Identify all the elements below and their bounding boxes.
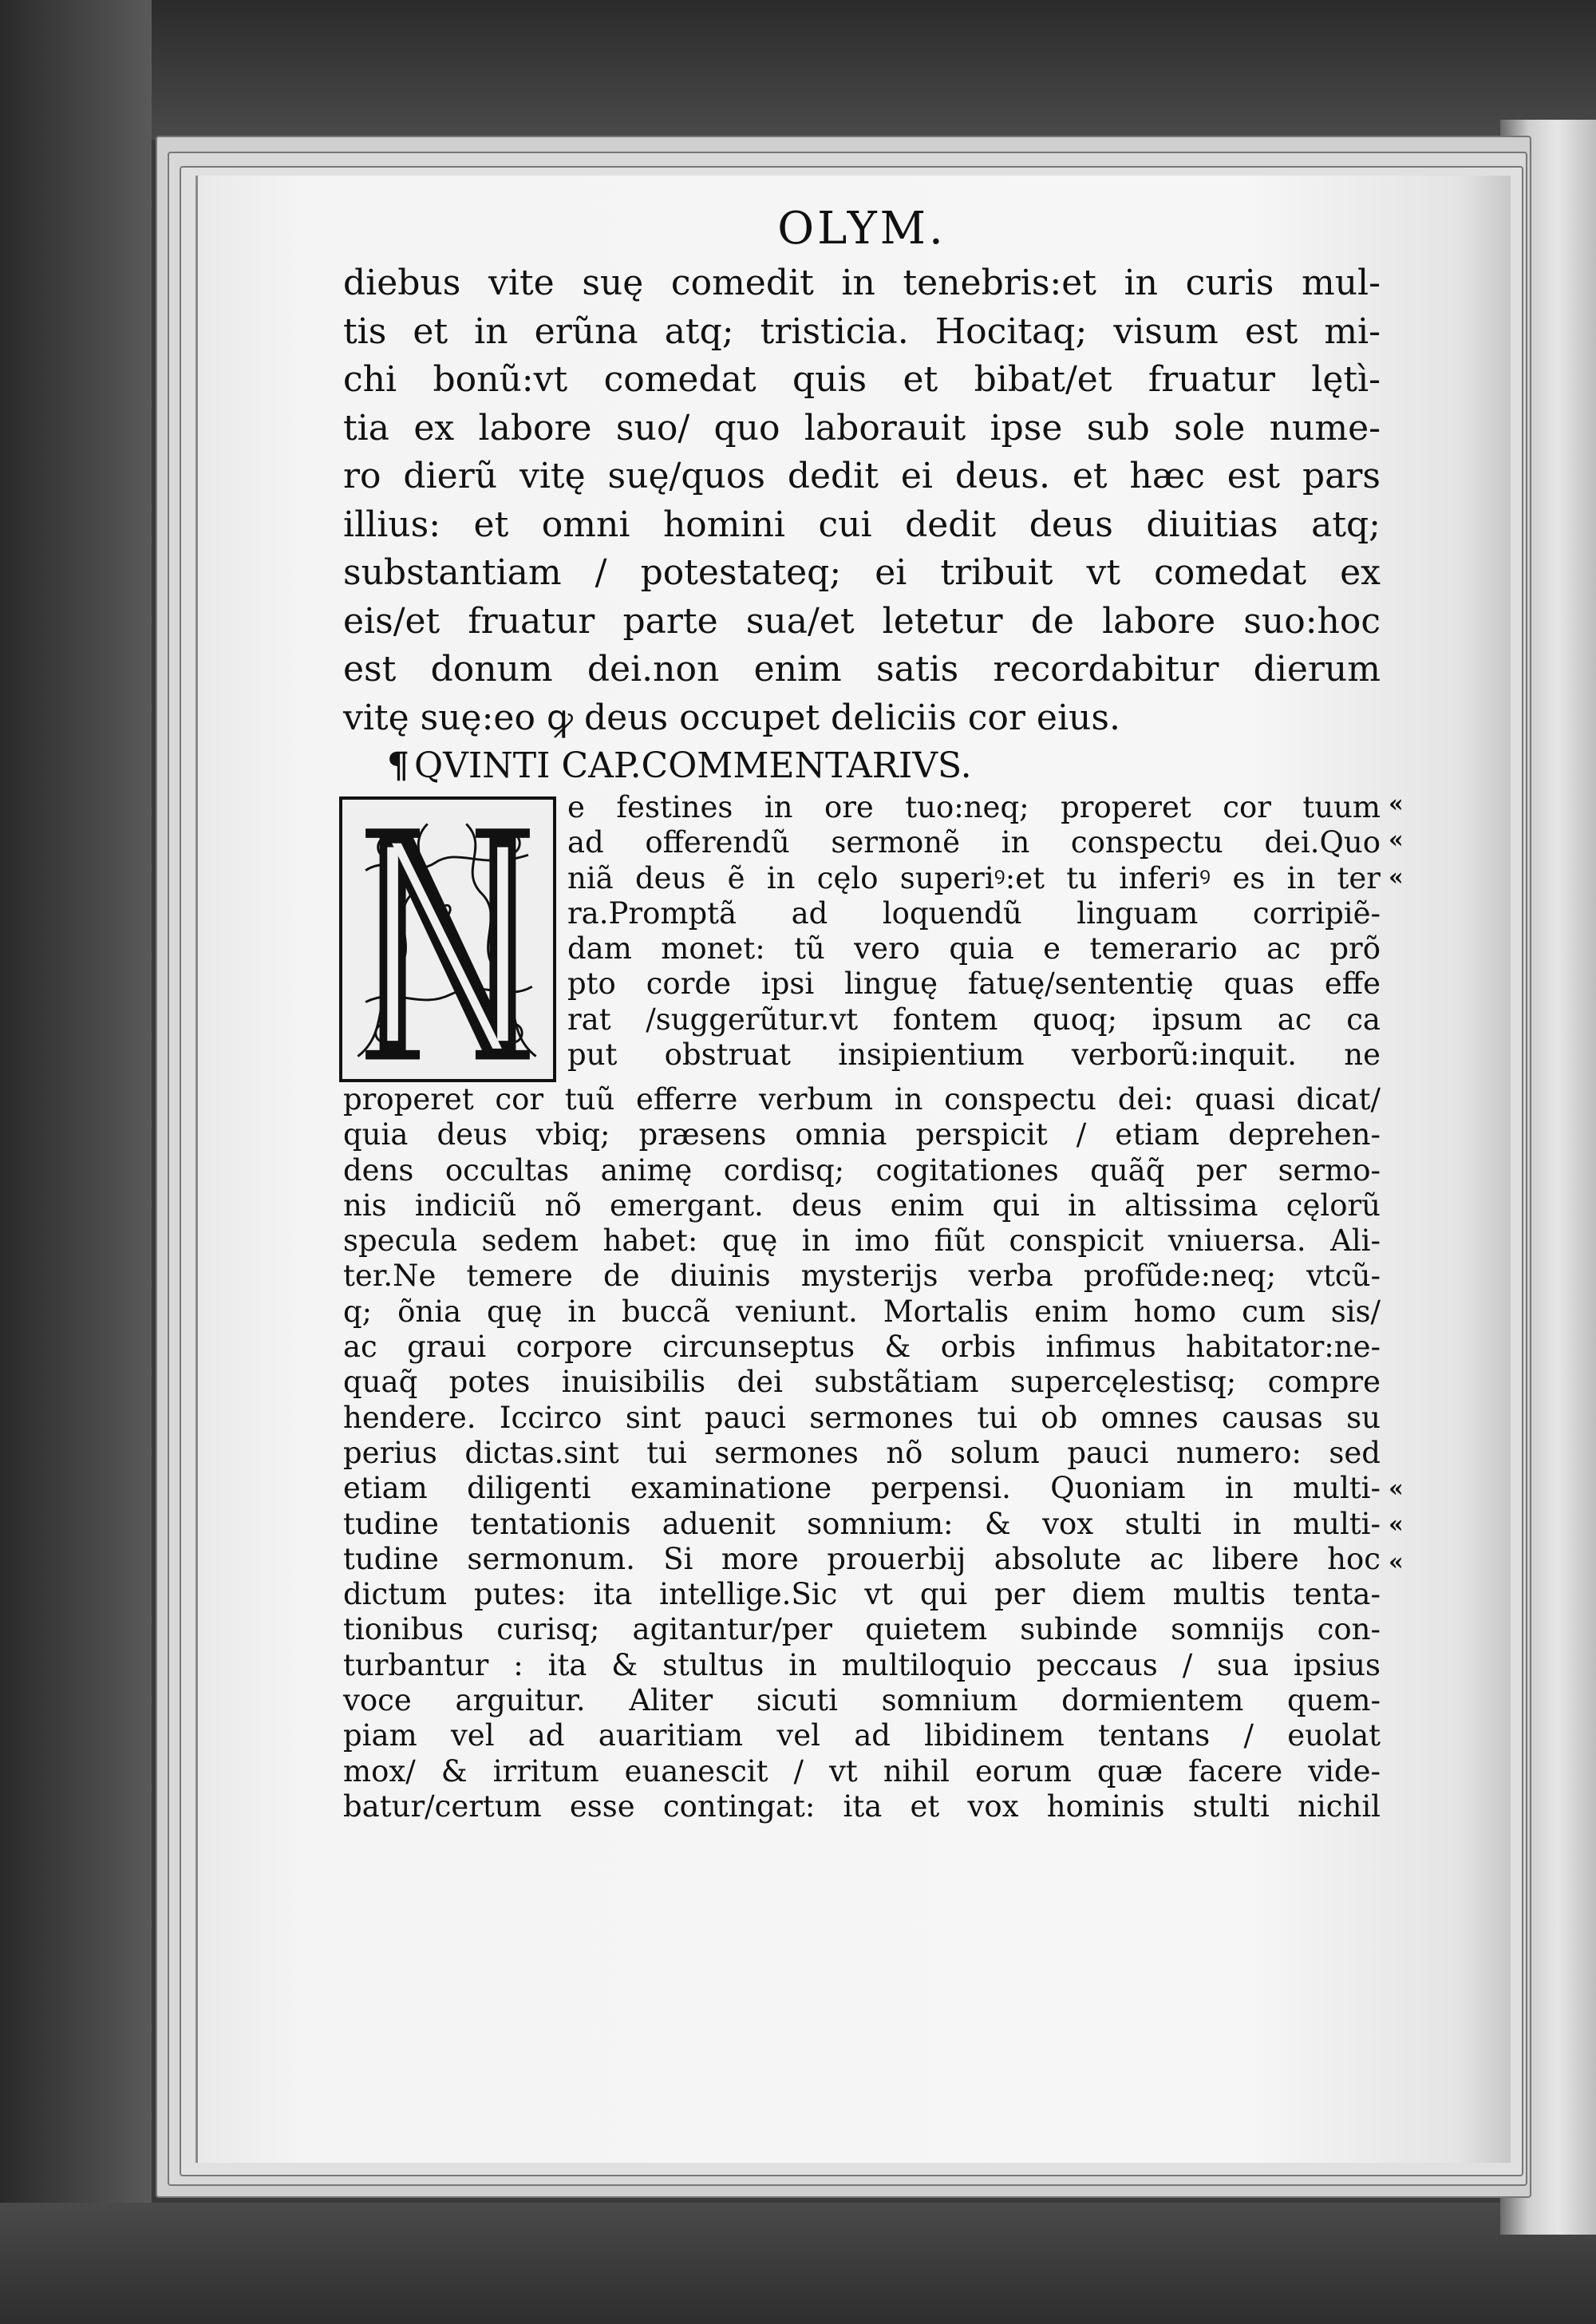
text-line: tionibus curisq; agitantur/per quietem subinde somnijs con- (343, 1612, 1381, 1647)
text-line: piam vel ad auaritiam vel ad libidinem tentans / euolat (343, 1718, 1381, 1753)
text-line: eis/et fruatur parte sua/et letetur de labore suo:hoc (343, 600, 1381, 642)
text-line: niã deus ẽ in cęlo superiꝰ:et tu inferiꝰ es in ter (567, 860, 1381, 895)
text-line: vitę suę:eo ꝙ deus occupet deliciis cor eius. (343, 697, 1120, 738)
decorated-initial-N (339, 796, 556, 1082)
text-line: tudine tentationis aduenit somnium: & vox stulti in multi- (343, 1506, 1381, 1541)
text-line: perius dictas.sint tui sermones nõ solum pauci numero: sed (343, 1435, 1381, 1470)
text-line: nis indiciũ nõ emergant. deus enim qui in altissima cęlorũ (343, 1188, 1381, 1223)
running-head: OLYM. (777, 203, 946, 255)
text-line: tis et in erũna atq; tristicia. Hocitaq; visum est mi- (343, 310, 1381, 352)
floral-initial-icon (342, 800, 553, 1079)
text-line: q; õnia quę in buccã veniunt. Mortalis enim homo cum sis/ (343, 1294, 1381, 1329)
text-line: rat /suggerũtur.vt fontem quoq; ipsum ac ca (567, 1002, 1381, 1037)
text-line: pto corde ipsi linguę fatuę/sententię quas effe (567, 966, 1381, 1002)
text-line: etiam diligenti examinatione perpensi. Quoniam in multi- (343, 1471, 1381, 1506)
text-line: est donum dei.non enim satis recordabitur dierum (343, 649, 1381, 690)
commentary (343, 790, 1381, 1824)
text-line: specula sedem habet: quę in imo fiũt conspicit vniuersa. Ali- (343, 1223, 1381, 1259)
text-line: put obstruat insipientium verborũ:inquit. ne (567, 1038, 1381, 1073)
text-line: e festines in ore tuo:neq; properet cor tuum (567, 790, 1381, 824)
text-line: diebus vite suę comedit in tenebris:et in curis mul- (343, 263, 1381, 303)
text-line: substantiam / potestateq; ei tribuit vt comedat ex (343, 552, 1381, 593)
text-line: ac graui corpore circunseptus & orbis infimus habitator:ne- (343, 1330, 1381, 1365)
chapter-heading-text: QVINTI CAP.COMMENTARIVS. (414, 745, 972, 786)
pilcrow-icon: ¶ (387, 745, 409, 786)
text-line: tia ex labore suo/ quo laborauit ipse sub sole nume- (343, 407, 1381, 449)
scanner-background-bottom (0, 2203, 1596, 2324)
main-text (343, 259, 1381, 742)
scanner-background-left (0, 0, 152, 2324)
text-block (343, 204, 1381, 1824)
text-line: quaq̃ potes inuisibilis dei substãtiam supercęlestisq; compre (343, 1365, 1381, 1400)
text-line: ter.Ne temere de diuinis mysterijs verba profũde:neq; vtcũ- (343, 1259, 1381, 1294)
text-line: batur/certum esse contingat: ita et vox hominis stulti nichil (343, 1788, 1381, 1824)
scanner-background-top (0, 0, 1596, 140)
margin-mark: « (1389, 826, 1405, 854)
text-line: illius: et omni homini cui dedit deus diuitias atq; (343, 504, 1381, 545)
text-line: turbantur : ita & stultus in multiloquio peccaus / sua ipsius (343, 1647, 1381, 1682)
text-line: voce arguitur. Aliter sicuti somnium dormientem quem- (343, 1683, 1381, 1718)
margin-mark: « (1389, 1511, 1405, 1539)
text-line: hendere. Iccirco sint pauci sermones tui ob omnes causas su (343, 1400, 1381, 1435)
commentary-body (343, 1082, 1381, 1824)
margin-mark: « (1389, 790, 1405, 818)
text-line: dens occultas animę cordisq; cogitationes quãq̃ per sermo- (343, 1152, 1381, 1188)
text-line: dictum putes: ita intellige.Sic vt qui per diem multis tenta- (343, 1577, 1381, 1612)
text-line: tudine sermonum. Si more prouerbij absolute ac libere hoc (343, 1541, 1381, 1576)
margin-mark: « (1389, 864, 1405, 891)
chapter-heading (343, 742, 1381, 790)
margin-mark: « (1389, 1548, 1405, 1576)
text-line: mox/ & irritum euanescit / vt nihil eorum quæ facere vide- (343, 1753, 1381, 1788)
text-line: dam monet: tũ vero quia e temerario ac prõ (567, 931, 1381, 966)
text-line: quia deus vbiq; præsens omnia perspicit / etiam deprehen- (343, 1117, 1381, 1152)
text-line: ro dierũ vitę suę/quos dedit ei deus. et hæc est pars (343, 456, 1381, 496)
margin-mark: « (1389, 1475, 1405, 1503)
text-line: chi bonũ:vt comedat quis et bibat/et fruatur lętì- (343, 359, 1381, 400)
text-line: ra.Promptã ad loquendũ linguam corripiẽ- (567, 895, 1381, 931)
text-line: properet cor tuũ efferre verbum in conspectu dei: quasi dicat/ (343, 1082, 1381, 1117)
text-line: ad offerendũ sermonẽ in conspectu dei.Quo (567, 825, 1381, 860)
